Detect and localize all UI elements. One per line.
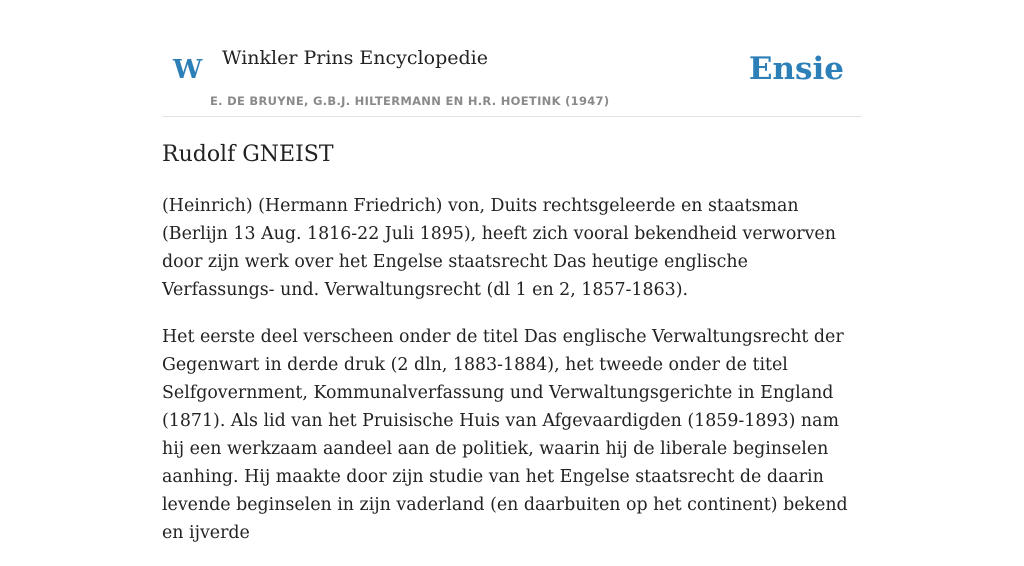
site-header <box>162 0 862 117</box>
article-paragraph: (Heinrich) (Hermann Friedrich) von, Duits rechtsgeleerde en staatsman (Berlijn 13 Aug. 1816-22 Juli 1895), heeft zich vooral bekendheid verworven door zijn werk over het Engelse staatsrecht Das heutige englische Verfassungs- und. Verwaltungsrecht (dl 1 en 2, 1857-1863). <box>162 196 836 300</box>
page <box>162 0 862 543</box>
article-title: Rudolf GNEIST <box>162 142 334 167</box>
article-paragraph: Het eerste deel verscheen onder de titel Das englische Verwaltungsrecht der Gegenwart in derde druk (2 dln, 1883-1884), het tweede onder de titel Selfgovernment, Kommunalverfassung und Verwaltungsgerichte in England (1871). Als lid van het Pruisische Huis van Afgevaardigden (1859-1893) nam hij een werkzaam aandeel aan de politiek, waarin hij de liberale beginselen aanhing. Hij maakte door zijn studie van het Engelse staatsrecht de daarin levende beginselen in zijn vaderland (en daarbuiten op het continent) bekend en ijverde <box>162 327 848 543</box>
author-byline: E. DE BRUYNE, G.B.J. HILTERMANN EN H.R. HOETINK (1947) <box>210 94 610 108</box>
site-title-link[interactable]: Winkler Prins Encyclopedie <box>222 47 488 69</box>
ensie-logo-link[interactable]: Ensie <box>748 51 844 87</box>
winkler-prins-logo[interactable]: W <box>173 55 203 85</box>
article-body <box>162 192 862 566</box>
